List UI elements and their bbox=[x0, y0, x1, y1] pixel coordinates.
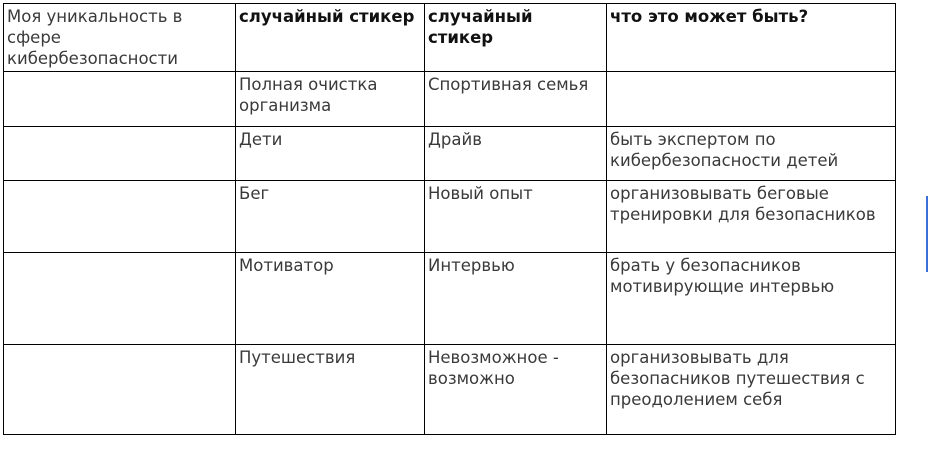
table-cell[interactable]: быть экспертом по кибербезопасности детей bbox=[607, 127, 896, 181]
table-cell[interactable] bbox=[4, 127, 236, 181]
table-cell[interactable]: организовывать для безопасников путешествия с преодолением себя bbox=[607, 345, 896, 435]
table-header-row bbox=[4, 4, 896, 72]
table-cell[interactable]: Дети bbox=[236, 127, 425, 181]
table-row bbox=[4, 253, 896, 345]
table-row bbox=[4, 72, 896, 127]
header-cell-uniqueness[interactable]: Моя уникальность в сфере кибербезопасности bbox=[4, 4, 236, 72]
table-cell[interactable]: Невозможное - возможно bbox=[425, 345, 607, 435]
table-cell[interactable] bbox=[4, 253, 236, 345]
table-cell[interactable]: Драйв bbox=[425, 127, 607, 181]
table-cell[interactable] bbox=[607, 72, 896, 127]
table-cell[interactable] bbox=[4, 345, 236, 435]
text-cursor-marker bbox=[926, 196, 928, 272]
table-row bbox=[4, 127, 896, 181]
header-cell-sticker-1[interactable]: случайный стикер bbox=[236, 4, 425, 72]
table-row bbox=[4, 345, 896, 435]
header-cell-sticker-2[interactable]: случайный стикер bbox=[425, 4, 607, 72]
table-cell[interactable]: организовывать беговые тренировки для безопасников bbox=[607, 181, 896, 253]
table-cell[interactable]: Спортивная семья bbox=[425, 72, 607, 127]
table-cell[interactable]: Интервью bbox=[425, 253, 607, 345]
table-cell[interactable]: брать у безопасников мотивирующие интервью bbox=[607, 253, 896, 345]
table-cell[interactable]: Мотиватор bbox=[236, 253, 425, 345]
table-cell[interactable]: Путешествия bbox=[236, 345, 425, 435]
table-cell[interactable]: Полная очистка организма bbox=[236, 72, 425, 127]
table-cell[interactable] bbox=[4, 72, 236, 127]
sticker-table bbox=[3, 3, 896, 435]
table-cell[interactable]: Бег bbox=[236, 181, 425, 253]
header-cell-what-could-it-be[interactable]: что это может быть? bbox=[607, 4, 896, 72]
table-cell[interactable] bbox=[4, 181, 236, 253]
table-row bbox=[4, 181, 896, 253]
table-cell[interactable]: Новый опыт bbox=[425, 181, 607, 253]
